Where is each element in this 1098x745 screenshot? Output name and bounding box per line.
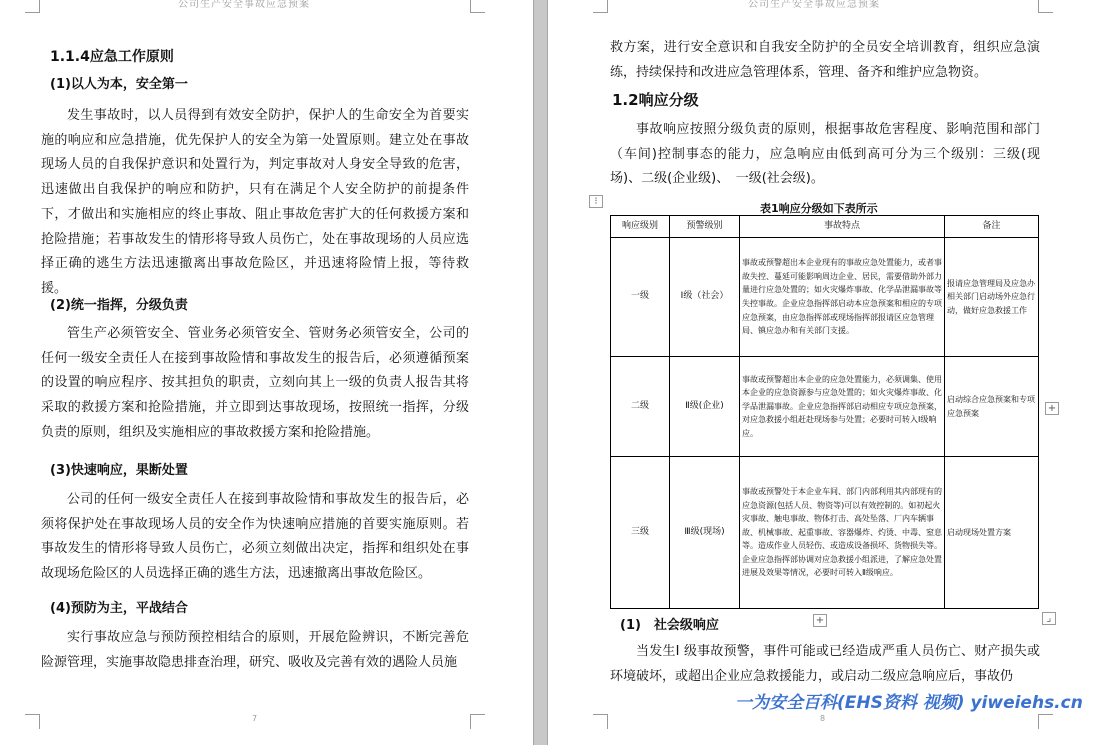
- crop-mark: [25, 0, 40, 13]
- table-row: [611, 457, 1039, 609]
- section-title: 1.1.4应急工作原则: [50, 49, 174, 65]
- crop-mark: [470, 714, 485, 729]
- feature-cell: 事故或预警处于本企业车间、部门内部利用其内部现有的应急资源(包括人员、物资等)可以有效控制的。如初起火灾事故、触电事故、物体打击、高处坠落、厂内车辆事故、机械事故、起重事故、容器爆炸、灼烫、中毒、窒息等。造成作业人员轻伤、或造成设备损坏、货物损失等。企业应急指挥部协调对应急救援小组派进，了解应急处置进展及效果等情况，必要时可转入Ⅱ级响应。: [740, 457, 945, 609]
- continuation-paragraph: 救方案，进行安全意识和自我安全防护的全员安全培训教育，组织应急演练，持续保持和改进应急管理体系，管理、备齐和维护应急物资。: [610, 40, 1040, 80]
- crop-mark: [25, 714, 40, 729]
- header-cell: 响应级别: [611, 216, 670, 238]
- warning-cell: Ⅲ级(现场): [670, 457, 740, 609]
- page-header: 公司生产安全事故应急预案: [178, 0, 310, 10]
- table-row: [611, 238, 1039, 357]
- level-cell: 三级: [611, 457, 670, 609]
- page-number: 8: [820, 714, 826, 723]
- level-cell: 一级: [611, 238, 670, 357]
- principle-paragraph: 公司的任何一级安全责任人在接到事故险情和事故发生的报告后，必须将保护处在事故现场人员的安全作为快速响应措施的首要实施原则。若事故发生的情形将导致人员伤亡，必须立刻做出决定，指挥和组织处在事故现场危险区的人员选择正确的逃生方法，迅速撤离出事故危险区。: [41, 492, 469, 582]
- note-cell: 启动综合应急预案和专项应急预案: [945, 357, 1039, 457]
- page-gutter: [533, 0, 548, 745]
- principle-paragraph: 实行事故应急与预防预控相结合的原则，开展危险辨识，不断完善危险源管理，实施事故隐患排查治理，研究、吸收及完善有效的遇险人员施: [41, 630, 469, 670]
- note-cell: 报请应急管理局及应急办相关部门启动场外应急行动，做好应急救援工作: [945, 238, 1039, 357]
- header-cell: 预警级别: [670, 216, 740, 238]
- feature-cell: 事故或预警超出本企业的应急处置能力，必须调集、使用本企业的应急资源参与应急处置的；如火灾爆炸事故、化学品泄漏事故。企业应急指挥部启动相应专项应急预案，对应急救援小组赶赴现场参与处置；必要时可转入Ⅰ级响应。: [740, 357, 945, 457]
- note-cell: 启动现场处置方案: [945, 457, 1039, 609]
- watermark-text: 一为安全百科(EHS资料 视频) yiweiehs.cn: [735, 693, 1083, 713]
- add-column-icon[interactable]: +: [1045, 402, 1059, 415]
- intro-paragraph: 事故响应按照分级负责的原则，根据事故危害程度、影响范围和部门（车间)控制事态的能力，应急响应由低到高可分为三个级别：三级(现场)、二级(企业级)、 一级(社会级)。: [610, 122, 1040, 187]
- principle-paragraph: 管生产必须管安全、管业务必须管安全、管财务必须管安全，公司的任何一级安全责任人在接到事故险情和事故发生的报告后，必须遵循预案的设置的响应程序、按其担负的职责，立刻向其上一级的负责人报告其将采取的救援方案和抢险措施，并立即到达事故现场，按照统一指挥，分级负责的原则，组织及实施相应的事故救援方案和抢险措施。: [41, 326, 469, 440]
- table-row: [611, 357, 1039, 457]
- table-header-row: [611, 216, 1039, 238]
- principle-heading: (4)预防为主，平战结合: [50, 601, 188, 616]
- table-resize-icon[interactable]: ⌟: [1042, 612, 1056, 625]
- subsection-heading: (1) 社会级响应: [620, 618, 719, 633]
- principle-paragraph: 发生事故时，以人员得到有效安全防护，保护人的生命安全为首要实施的响应和应急措施，优先保护人的安全为第一处置原则。建立处在事故现场人员的自我保护意识和处置行为，判定事故对人身安全导致的危害，迅速做出自我保护的响应和防护，只有在满足个人安全防护的前提条件下，才做出和实施相应的终止事故、阻止事故危害扩大的任何救援方案和抢险措施；若事故发生的情形将导致人员伤亡，处在事故现场的人员应选择正确的逃生方法迅速撤离出事故危险区，并迅速将险情上报，等待救援。: [41, 108, 469, 296]
- right-page: [548, 0, 1098, 745]
- left-page: [0, 0, 533, 745]
- response-level-table: [610, 215, 1039, 609]
- table-move-handle[interactable]: ⁝: [589, 195, 603, 208]
- page-number: 7: [252, 714, 258, 723]
- principle-heading: (2)统一指挥，分级负责: [50, 298, 188, 313]
- feature-cell: 事故或预警超出本企业现有的事故应急处置能力，或者事故失控、蔓延可能影响周边企业、居民，需要借助外部力量进行应急处置的；如火灾爆炸事故、化学品泄漏事故等失控事故。企业应急指挥部启动本应急预案和相应的专项应急预案，由应急指挥部或现场指挥部报请区应急管理局、镇应急办和有关部门支援。: [740, 238, 945, 357]
- crop-mark: [593, 714, 608, 729]
- principle-heading: (3)快速响应，果断处置: [50, 463, 188, 478]
- section-title: 1.2响应分级: [612, 91, 699, 109]
- crop-mark: [470, 0, 485, 13]
- header-cell: 事故特点: [740, 216, 945, 238]
- last-paragraph: 当发生Ⅰ 级事故预警，事件可能或已经造成严重人员伤亡、财产损失或环境破坏，或超出企业应急救援能力，或启动二级应急响应后，事故仍: [610, 644, 1040, 684]
- crop-mark: [593, 0, 608, 13]
- add-row-icon[interactable]: +: [813, 614, 827, 627]
- warning-cell: Ⅱ级(企业): [670, 357, 740, 457]
- header-cell: 备注: [945, 216, 1039, 238]
- warning-cell: Ⅰ级（社会）: [670, 238, 740, 357]
- principle-heading: (1)以人为本，安全第一: [50, 77, 188, 92]
- crop-mark: [1038, 714, 1053, 729]
- table-caption: 表1响应分级如下表所示: [760, 202, 878, 215]
- page-header: 公司生产安全事故应急预案: [748, 0, 880, 10]
- crop-mark: [1038, 0, 1053, 13]
- level-cell: 二级: [611, 357, 670, 457]
